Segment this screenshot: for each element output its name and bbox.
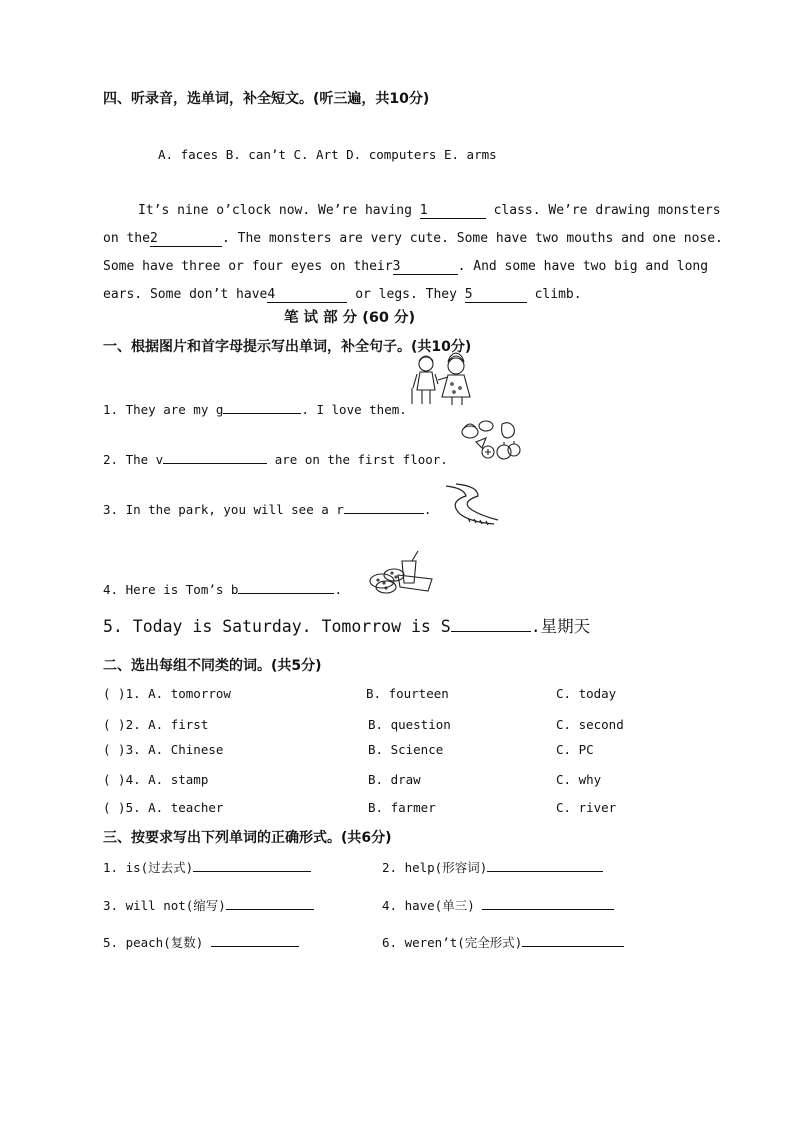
- blank-2[interactable]: [150, 231, 222, 247]
- option-b: B. question: [368, 717, 451, 732]
- answer-bracket[interactable]: ( ): [103, 800, 126, 815]
- question-text: 2. The v: [103, 452, 164, 467]
- form-item-text: 1. is(过去式): [103, 860, 194, 875]
- passage-line-4: [103, 287, 582, 303]
- question-text: .星期天: [530, 617, 591, 636]
- passage-line-1: [138, 203, 721, 219]
- answer-bracket[interactable]: ( ): [103, 686, 126, 701]
- section3-title: 三、按要求写出下列单词的正确形式。(共6分): [103, 830, 392, 846]
- form-item-text: 5. peach(复数): [103, 935, 211, 950]
- answer-blank[interactable]: [451, 615, 531, 632]
- river-illustration: [438, 482, 500, 528]
- form-item-text: 6. weren’t(完全形式): [382, 935, 523, 950]
- blank-number: 2: [149, 231, 158, 246]
- option-b: B. fourteen: [366, 686, 449, 701]
- section2-title: 二、选出每组不同类的词。(共5分): [103, 658, 322, 674]
- choice-row-5: [103, 800, 223, 815]
- passage-text: Some have three or four eyes on their: [103, 259, 393, 274]
- choice-row-4: [103, 772, 208, 787]
- listening-section-title: 四、听录音，选单词，补全短文。(听三遍，共10分): [103, 91, 430, 107]
- grandparents-illustration: [408, 350, 476, 408]
- option-a: 5. A. teacher: [125, 800, 224, 815]
- question-4: [103, 580, 342, 597]
- form-item-2: [382, 858, 603, 876]
- question-text: 1. They are my g: [103, 402, 224, 417]
- form-item-4: [382, 896, 614, 914]
- answer-blank[interactable]: [344, 500, 424, 514]
- question-2: [103, 450, 448, 467]
- blank-number: 5: [464, 287, 473, 302]
- answer-bracket[interactable]: ( ): [103, 717, 126, 732]
- passage-text: . The monsters are very cute. Some have two mouths and one nose.: [221, 231, 723, 246]
- form-item-6: [382, 933, 624, 951]
- option-c: C. PC: [556, 742, 594, 757]
- option-a: 4. A. stamp: [125, 772, 209, 787]
- question-text: are on the first floor.: [267, 452, 448, 467]
- passage-line-3: [103, 259, 708, 275]
- choice-row-3: [103, 742, 223, 757]
- blank-number: 4: [267, 287, 276, 302]
- choice-row-1: [103, 686, 231, 701]
- blank-number: 3: [392, 259, 401, 274]
- option-b: B. Science: [368, 742, 444, 757]
- vegetables-illustration: [456, 418, 522, 464]
- passage-line-2: [103, 231, 723, 247]
- blank-3[interactable]: [393, 259, 458, 275]
- question-text: 4. Here is Tom’s b: [103, 582, 239, 597]
- answer-blank[interactable]: [193, 858, 311, 872]
- blank-5[interactable]: [465, 287, 527, 303]
- question-text: .: [423, 502, 432, 517]
- form-item-1: [103, 858, 311, 876]
- option-a: 2. A. first: [125, 717, 209, 732]
- option-c: C. today: [556, 686, 617, 701]
- written-part-title: 笔 试 部 分 (60 分): [284, 310, 416, 326]
- answer-blank[interactable]: [223, 400, 301, 414]
- option-c: C. why: [556, 772, 602, 787]
- answer-blank[interactable]: [163, 450, 267, 464]
- blank-4[interactable]: [267, 287, 347, 303]
- question-1: [103, 400, 407, 417]
- question-3: [103, 500, 431, 517]
- answer-bracket[interactable]: ( ): [103, 772, 126, 787]
- passage-text: . And some have two big and long: [457, 259, 709, 274]
- answer-blank[interactable]: [522, 933, 624, 947]
- form-item-3: [103, 896, 314, 914]
- question-text: 3. In the park, you will see a r: [103, 502, 344, 517]
- question-text: . I love them.: [301, 402, 407, 417]
- form-item-text: 3. will not(缩写): [103, 898, 226, 913]
- passage-text: or legs. They: [347, 287, 465, 302]
- passage-text: climb.: [526, 287, 582, 302]
- passage-text: class. We’re drawing monsters: [485, 203, 721, 218]
- answer-blank[interactable]: [487, 858, 603, 872]
- option-b: B. draw: [368, 772, 421, 787]
- answer-blank[interactable]: [211, 933, 299, 947]
- passage-text: ears. Some don’t have: [103, 287, 268, 302]
- answer-blank[interactable]: [238, 580, 334, 594]
- passage-text: on the: [103, 231, 150, 246]
- word-options: A. faces B. can’t C. Art D. computers E. arms: [158, 147, 497, 162]
- answer-blank[interactable]: [226, 896, 314, 910]
- option-c: C. second: [556, 717, 624, 732]
- biscuits-illustration: [368, 551, 434, 595]
- blank-number: 1: [419, 203, 428, 218]
- answer-blank[interactable]: [482, 896, 614, 910]
- form-item-5: [103, 933, 299, 951]
- option-a: 1. A. tomorrow: [125, 686, 231, 701]
- passage-text: It’s nine o’clock now. We’re having: [138, 203, 420, 218]
- option-b: B. farmer: [368, 800, 436, 815]
- section1-title: 一、根据图片和首字母提示写出单词，补全句子。(共10分): [103, 339, 472, 355]
- form-item-text: 2. help(形容词): [382, 860, 488, 875]
- choice-row-2: [103, 717, 208, 732]
- option-c: C. river: [556, 800, 617, 815]
- question-5: [103, 613, 590, 637]
- question-text: 5. Today is Saturday. Tomorrow is S: [103, 617, 451, 636]
- blank-1[interactable]: [420, 203, 486, 219]
- form-item-text: 4. have(单三): [382, 898, 483, 913]
- answer-bracket[interactable]: ( ): [103, 742, 126, 757]
- option-a: 3. A. Chinese: [125, 742, 224, 757]
- question-text: .: [334, 582, 342, 597]
